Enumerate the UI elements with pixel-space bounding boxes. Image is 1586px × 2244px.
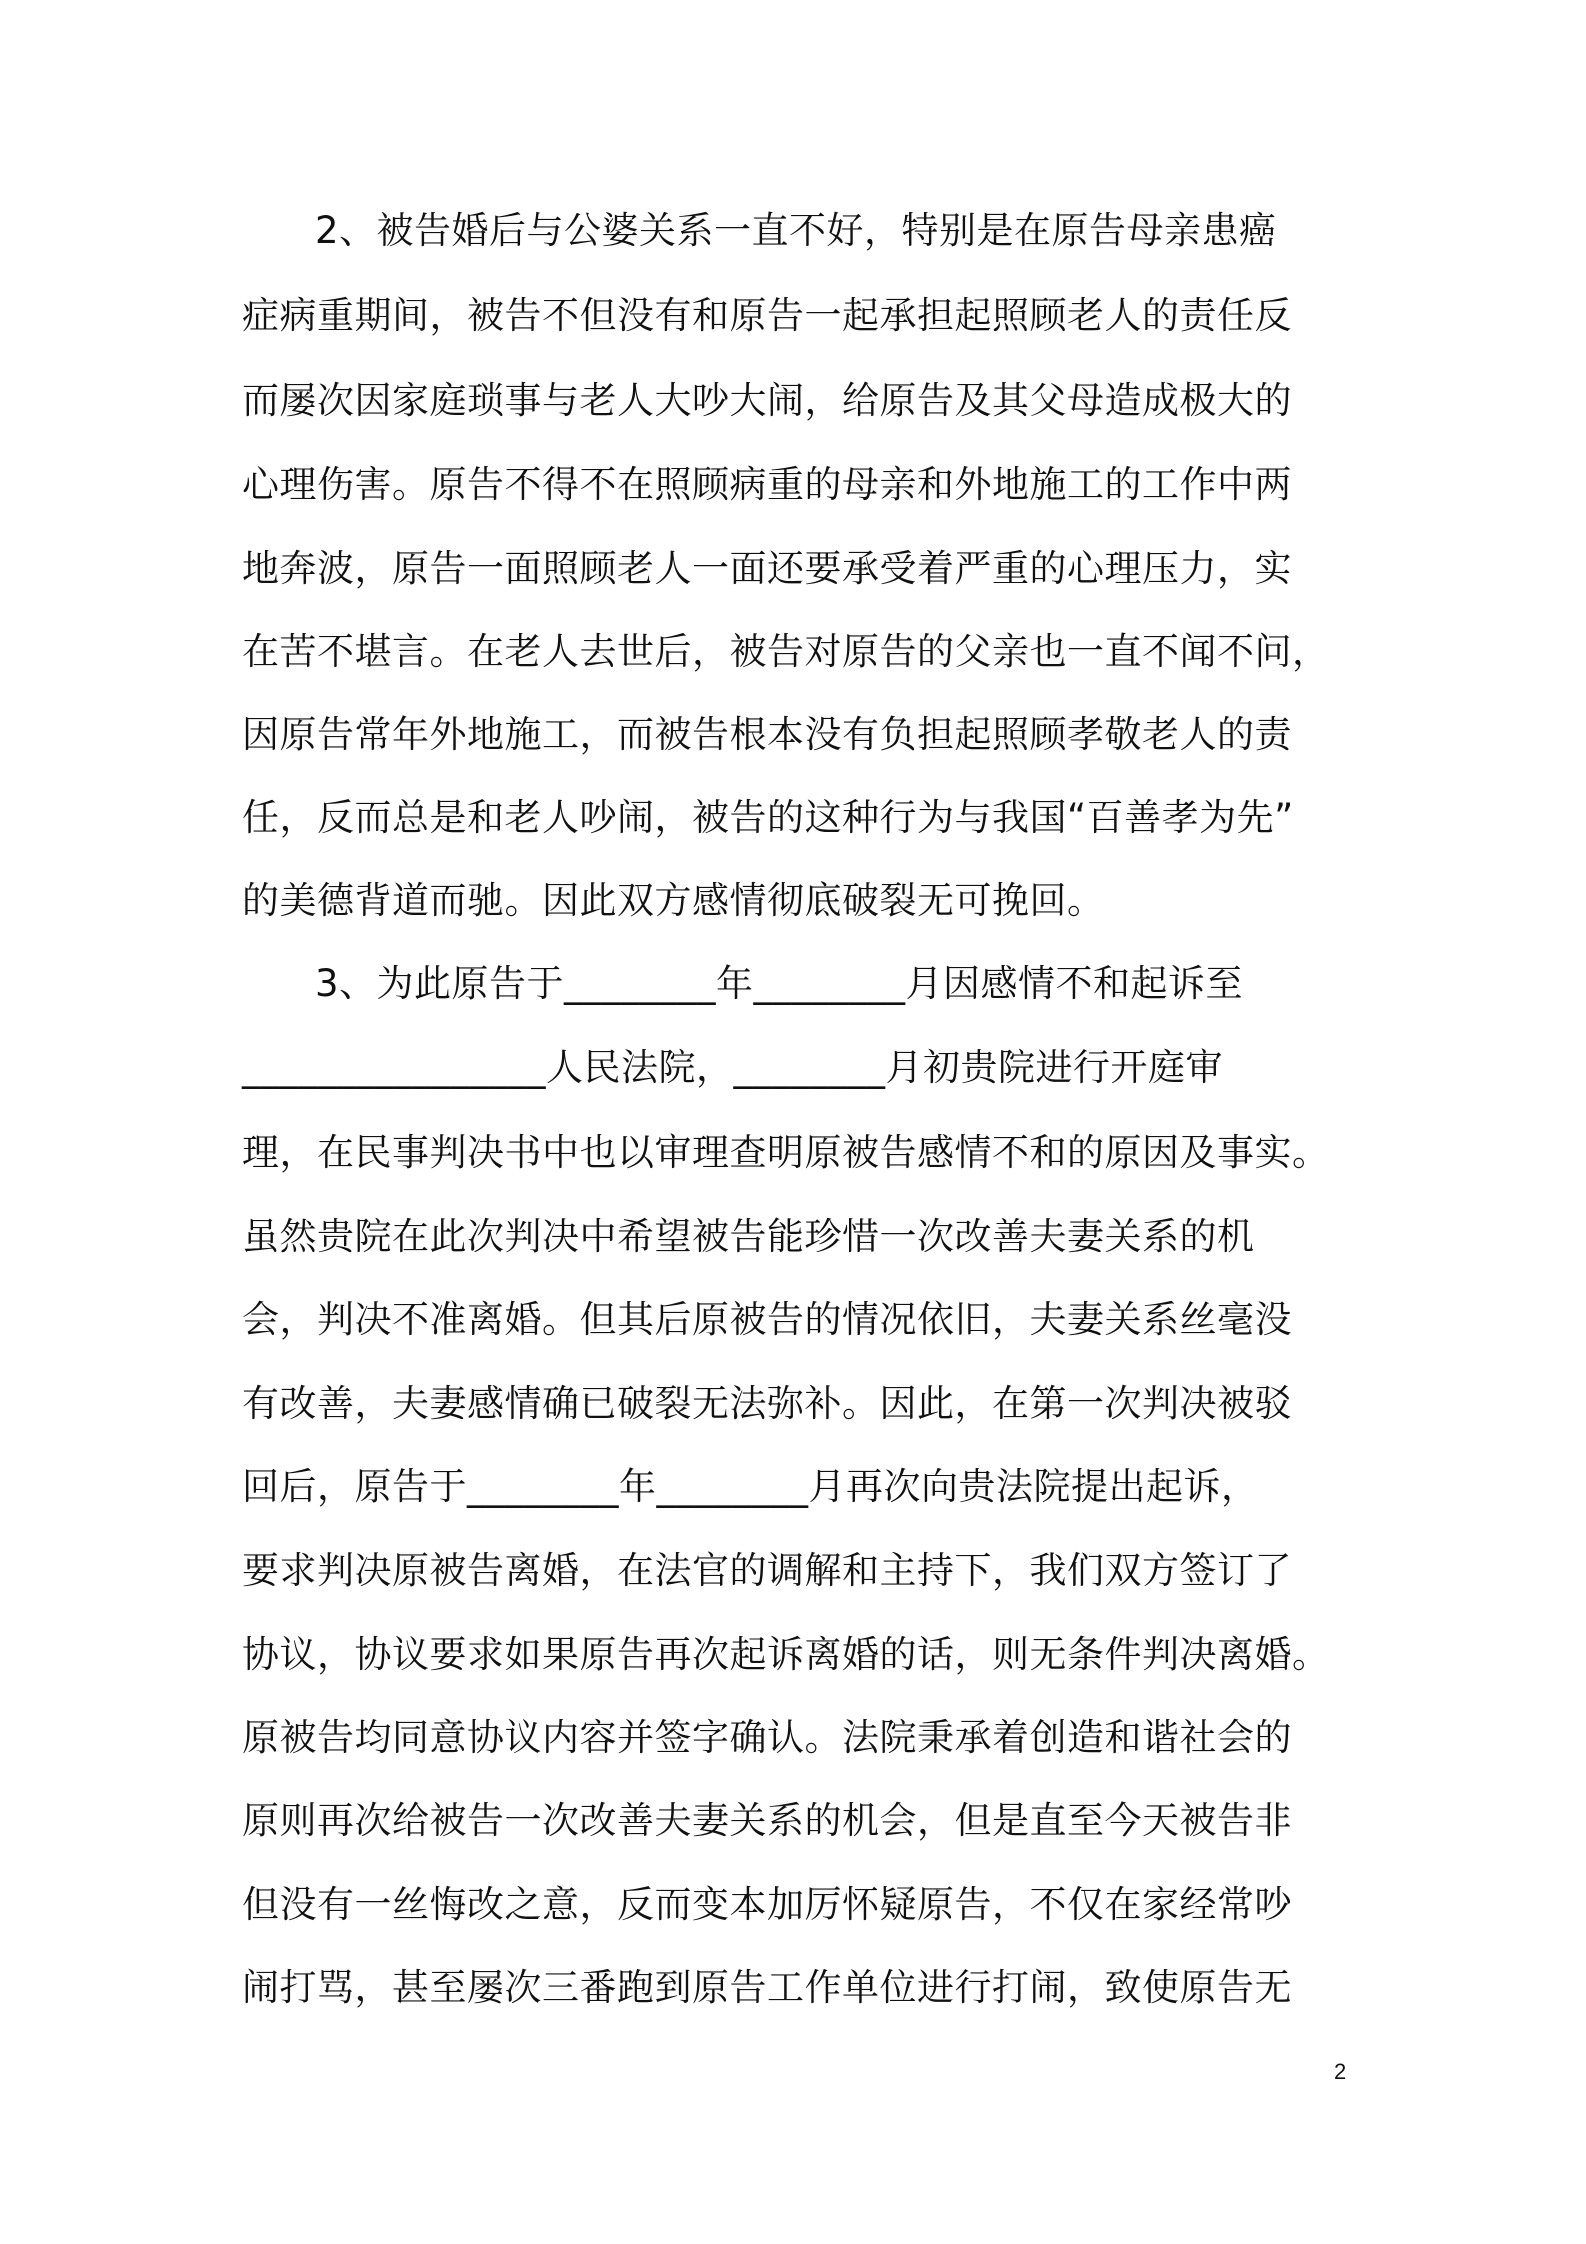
text-line: 但没有一丝悔改之意，反而变本加厉怀疑原告，不仅在家经常吵	[242, 1883, 1292, 1926]
text-line: ________________人民法院，________月初贵院进行开庭审	[242, 1046, 1223, 1089]
text-line: 3、为此原告于________年________月因感情不和起诉至	[315, 962, 1244, 1005]
text-line: 的美德背道而驰。因此双方感情彻底破裂无可挽回。	[242, 879, 1105, 922]
text-line: 症病重期间，被告不但没有和原告一起承担起照顾老人的责任反	[242, 294, 1292, 337]
text-line: 闹打骂，甚至屡次三番跑到原告工作单位进行打闹，致使原告无	[242, 1966, 1292, 2009]
text-line: 原被告均同意协议内容并签字确认。法院秉承着创造和谐社会的	[242, 1716, 1292, 1759]
text-line: 因原告常年外地施工，而被告根本没有负担起照顾孝敬老人的责	[242, 713, 1292, 756]
page-number: 2	[1334, 2059, 1347, 2084]
text-line: 协议，协议要求如果原告再次起诉离婚的话，则无条件判决离婚。	[242, 1633, 1330, 1676]
text-line: 有改善，夫妻感情确已破裂无法弥补。因此，在第一次判决被驳	[242, 1382, 1292, 1425]
text-line: 理，在民事判决书中也以审理查明原被告感情不和的原因及事实。	[242, 1131, 1330, 1174]
text-line: 任，反而总是和老人吵闹，被告的这种行为与我国“百善孝为先”	[242, 796, 1294, 839]
text-line: 地奔波，原告一面照顾老人一面还要承受着严重的心理压力，实	[242, 547, 1292, 590]
text-line: 要求判决原被告离婚，在法官的调解和主持下，我们双方签订了	[242, 1549, 1292, 1592]
text-line: 2、被告婚后与公婆关系一直不好，特别是在原告母亲患癌	[315, 209, 1277, 252]
text-line: 回后，原告于________年________月再次向贵法院提出起诉，	[242, 1465, 1259, 1508]
text-line: 虽然贵院在此次判决中希望被告能珍惜一次改善夫妻关系的机	[242, 1215, 1255, 1258]
text-line: 心理伤害。原告不得不在照顾病重的母亲和外地施工的工作中两	[242, 463, 1292, 506]
text-line: 在苦不堪言。在老人去世后，被告对原告的父亲也一直不闻不问，	[242, 630, 1330, 673]
text-line: 会，判决不准离婚。但其后原被告的情况依旧，夫妻关系丝毫没	[242, 1298, 1292, 1341]
text-line: 原则再次给被告一次改善夫妻关系的机会，但是直至今天被告非	[242, 1799, 1292, 1842]
text-line: 而屡次因家庭琐事与老人大吵大闹，给原告及其父母造成极大的	[242, 379, 1292, 422]
